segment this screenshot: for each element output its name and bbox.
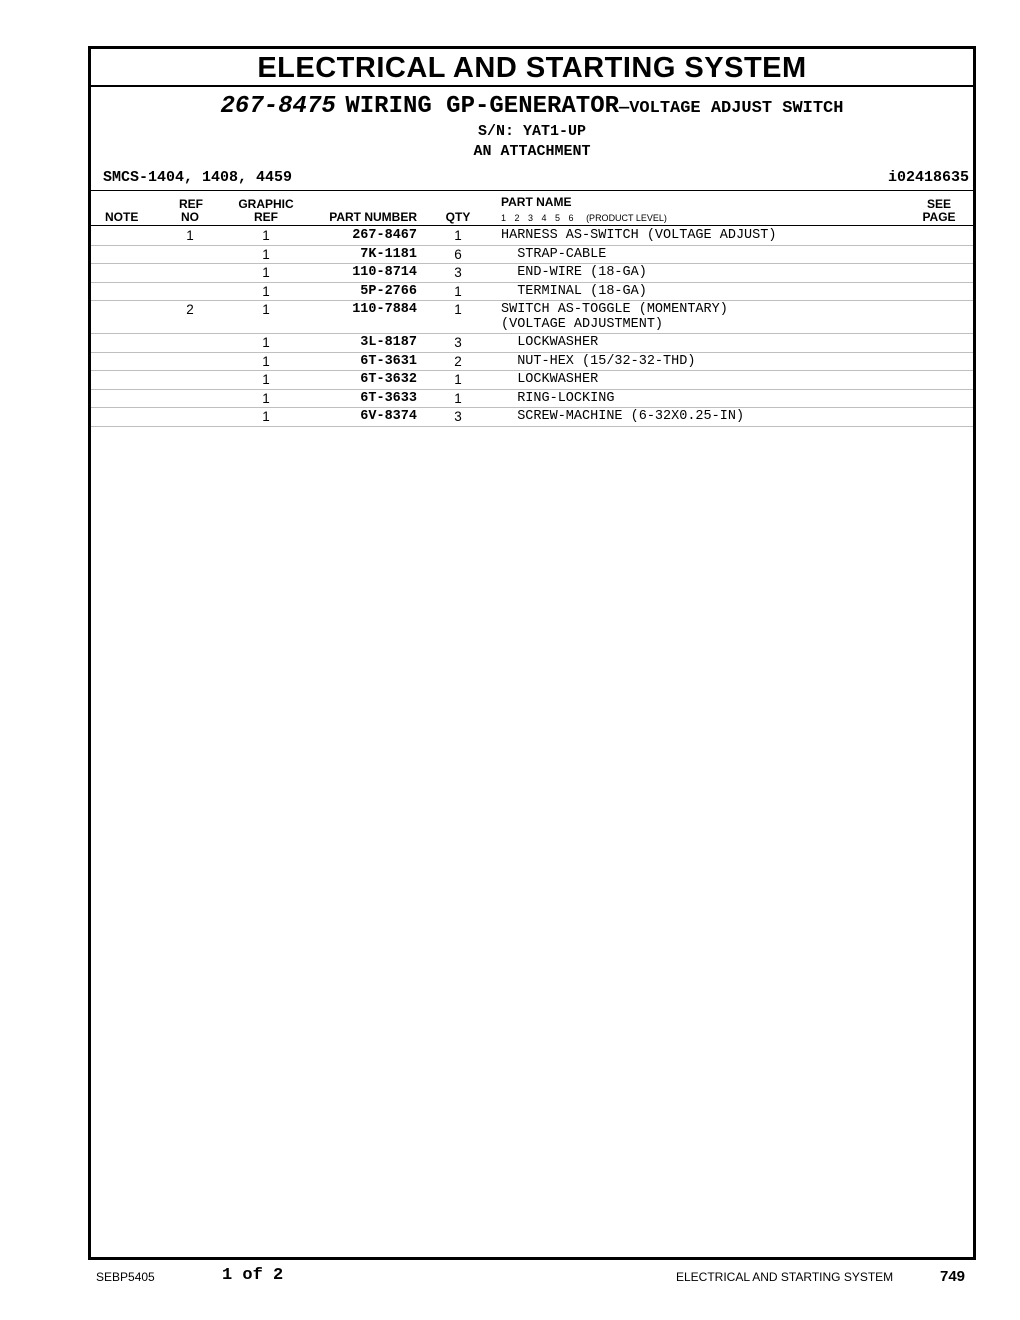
footer-document-id: SEBP5405 xyxy=(96,1270,155,1284)
part-number: 5P-2766 xyxy=(360,283,417,299)
quantity: 3 xyxy=(454,409,462,424)
table-row xyxy=(91,334,973,353)
header-ref-top: REF xyxy=(179,197,203,211)
part-name: LOCKWASHER xyxy=(501,335,599,350)
part-name: END-WIRE (18-GA) xyxy=(501,265,647,280)
table-row xyxy=(91,408,973,427)
table-row xyxy=(91,227,973,246)
header-part-name: PART NAME xyxy=(501,195,572,209)
header-part-number: PART NUMBER xyxy=(329,210,417,224)
part-name: SWITCH AS-TOGGLE (MOMENTARY) (VOLTAGE ADJUSTMENT) xyxy=(501,302,728,332)
part-number: 6T-3631 xyxy=(360,353,417,369)
graphic-ref: 1 xyxy=(262,265,270,280)
table-row xyxy=(91,301,973,334)
table-row xyxy=(91,264,973,283)
part-number: 267-8467 xyxy=(352,228,417,243)
part-number: 6T-3632 xyxy=(360,372,417,387)
page-frame xyxy=(88,46,976,1260)
part-name: TERMINAL (18-GA) xyxy=(501,283,647,299)
header-top-rule xyxy=(91,190,973,191)
group-subtitle: —VOLTAGE ADJUST SWITCH xyxy=(619,99,844,118)
graphic-ref: 1 xyxy=(262,283,270,299)
footer-page-number: 749 xyxy=(940,1268,966,1285)
quantity: 1 xyxy=(454,228,462,243)
header-product-level: (PRODUCT LEVEL) xyxy=(586,213,667,223)
part-name: SCREW-MACHINE (6-32X0.25-IN) xyxy=(501,409,745,424)
part-number: 6V-8374 xyxy=(360,409,417,424)
smcs-codes: SMCS-1404, 1408, 4459 xyxy=(103,169,293,186)
group-number: 267-8475 xyxy=(220,93,336,120)
quantity: 1 xyxy=(454,372,462,387)
header-qty: QTY xyxy=(445,210,471,224)
graphic-ref: 1 xyxy=(262,372,270,387)
ref-number: 1 xyxy=(186,228,194,243)
header-graphic-bottom: REF xyxy=(254,210,278,224)
graphic-ref: 1 xyxy=(262,409,270,424)
header-product-levels xyxy=(501,213,667,223)
attachment-label: AN ATTACHMENT xyxy=(473,143,591,160)
part-name: RING-LOCKING xyxy=(501,390,615,406)
header-bottom-rule xyxy=(91,225,973,226)
parts-table xyxy=(91,227,973,427)
part-number: 110-8714 xyxy=(352,265,417,280)
header-see-bottom: PAGE xyxy=(922,210,956,224)
table-row xyxy=(91,371,973,390)
footer-section: ELECTRICAL AND STARTING SYSTEM xyxy=(676,1270,894,1284)
group-title xyxy=(91,93,973,123)
header-note: NOTE xyxy=(105,210,139,224)
info-id: i02418635 xyxy=(887,169,969,186)
part-number: 110-7884 xyxy=(352,302,417,317)
graphic-ref: 1 xyxy=(262,335,270,350)
table-row xyxy=(91,246,973,265)
quantity: 3 xyxy=(454,335,462,350)
graphic-ref: 1 xyxy=(262,353,270,369)
section-title: ELECTRICAL AND STARTING SYSTEM xyxy=(91,49,973,87)
footer-page-of: 1 of 2 xyxy=(222,1266,284,1285)
graphic-ref: 1 xyxy=(262,228,270,243)
quantity: 2 xyxy=(454,353,462,369)
ref-number: 2 xyxy=(186,302,194,317)
graphic-ref: 1 xyxy=(262,246,270,262)
header-see-top: SEE xyxy=(926,197,951,211)
quantity: 1 xyxy=(454,302,462,317)
part-name: LOCKWASHER xyxy=(501,372,599,387)
part-name: STRAP-CABLE xyxy=(501,246,607,262)
group-name: WIRING GP-GENERATOR xyxy=(345,93,620,120)
quantity: 1 xyxy=(454,283,462,299)
part-name: HARNESS AS-SWITCH (VOLTAGE ADJUST) xyxy=(501,228,777,243)
part-name: NUT-HEX (15/32-32-THD) xyxy=(501,353,696,369)
quantity: 1 xyxy=(454,390,462,406)
table-row xyxy=(91,283,973,302)
table-row xyxy=(91,390,973,409)
graphic-ref: 1 xyxy=(262,302,270,317)
part-number: 6T-3633 xyxy=(360,390,417,406)
serial-number: S/N: YAT1-UP xyxy=(477,123,587,140)
quantity: 3 xyxy=(454,265,462,280)
header-level-numbers: 1 2 3 4 5 6 xyxy=(501,213,574,223)
graphic-ref: 1 xyxy=(262,390,270,406)
part-number: 7K-1181 xyxy=(360,246,417,262)
header-graphic-top: GRAPHIC xyxy=(238,197,294,211)
quantity: 6 xyxy=(454,246,462,262)
table-row xyxy=(91,353,973,372)
part-number: 3L-8187 xyxy=(360,335,417,350)
header-ref-bottom: NO xyxy=(181,210,199,224)
